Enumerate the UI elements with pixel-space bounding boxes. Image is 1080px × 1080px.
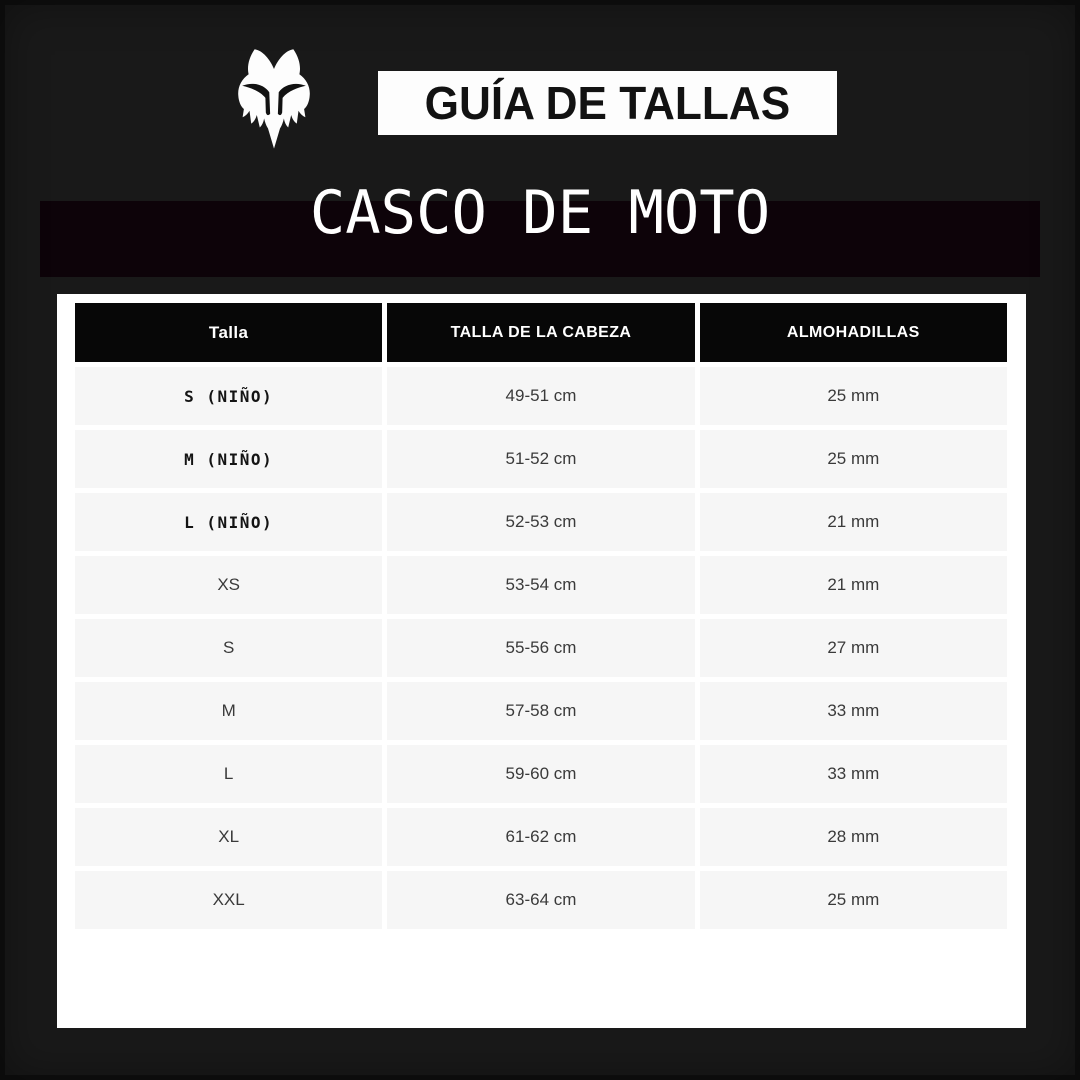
size-cell: S [75,619,382,677]
head-size-cell: 61-62 cm [387,808,694,866]
column-header-almohadillas: ALMOHADILLAS [700,303,1007,362]
head-size-cell: 59-60 cm [387,745,694,803]
size-cell: L (NIÑO) [75,493,382,551]
fox-head-icon [231,47,317,153]
head-size-cell: 63-64 cm [387,871,694,929]
size-table-card [57,294,1026,1028]
padding-cell: 25 mm [700,430,1007,488]
padding-cell: 27 mm [700,619,1007,677]
padding-cell: 33 mm [700,682,1007,740]
size-cell: XL [75,808,382,866]
head-size-cell: 49-51 cm [387,367,694,425]
size-cell: L [75,745,382,803]
guide-title: GUÍA DE TALLAS [424,77,791,129]
column-header-cabeza: TALLA DE LA CABEZA [387,303,694,362]
size-cell: M (NIÑO) [75,430,382,488]
size-cell: S (NIÑO) [75,367,382,425]
padding-cell: 25 mm [700,367,1007,425]
guide-title-box [378,71,837,135]
column-header-talla: Talla [75,303,382,362]
head-size-cell: 52-53 cm [387,493,694,551]
padding-cell: 33 mm [700,745,1007,803]
head-size-cell: 51-52 cm [387,430,694,488]
head-size-cell: 57-58 cm [387,682,694,740]
product-title: CASCO DE MOTO [309,178,771,248]
padding-cell: 25 mm [700,871,1007,929]
head-size-cell: 55-56 cm [387,619,694,677]
size-cell: M [75,682,382,740]
head-size-cell: 53-54 cm [387,556,694,614]
padding-cell: 21 mm [700,556,1007,614]
padding-cell: 28 mm [700,808,1007,866]
size-cell: XS [75,556,382,614]
padding-cell: 21 mm [700,493,1007,551]
size-table [75,303,1007,929]
size-cell: XXL [75,871,382,929]
